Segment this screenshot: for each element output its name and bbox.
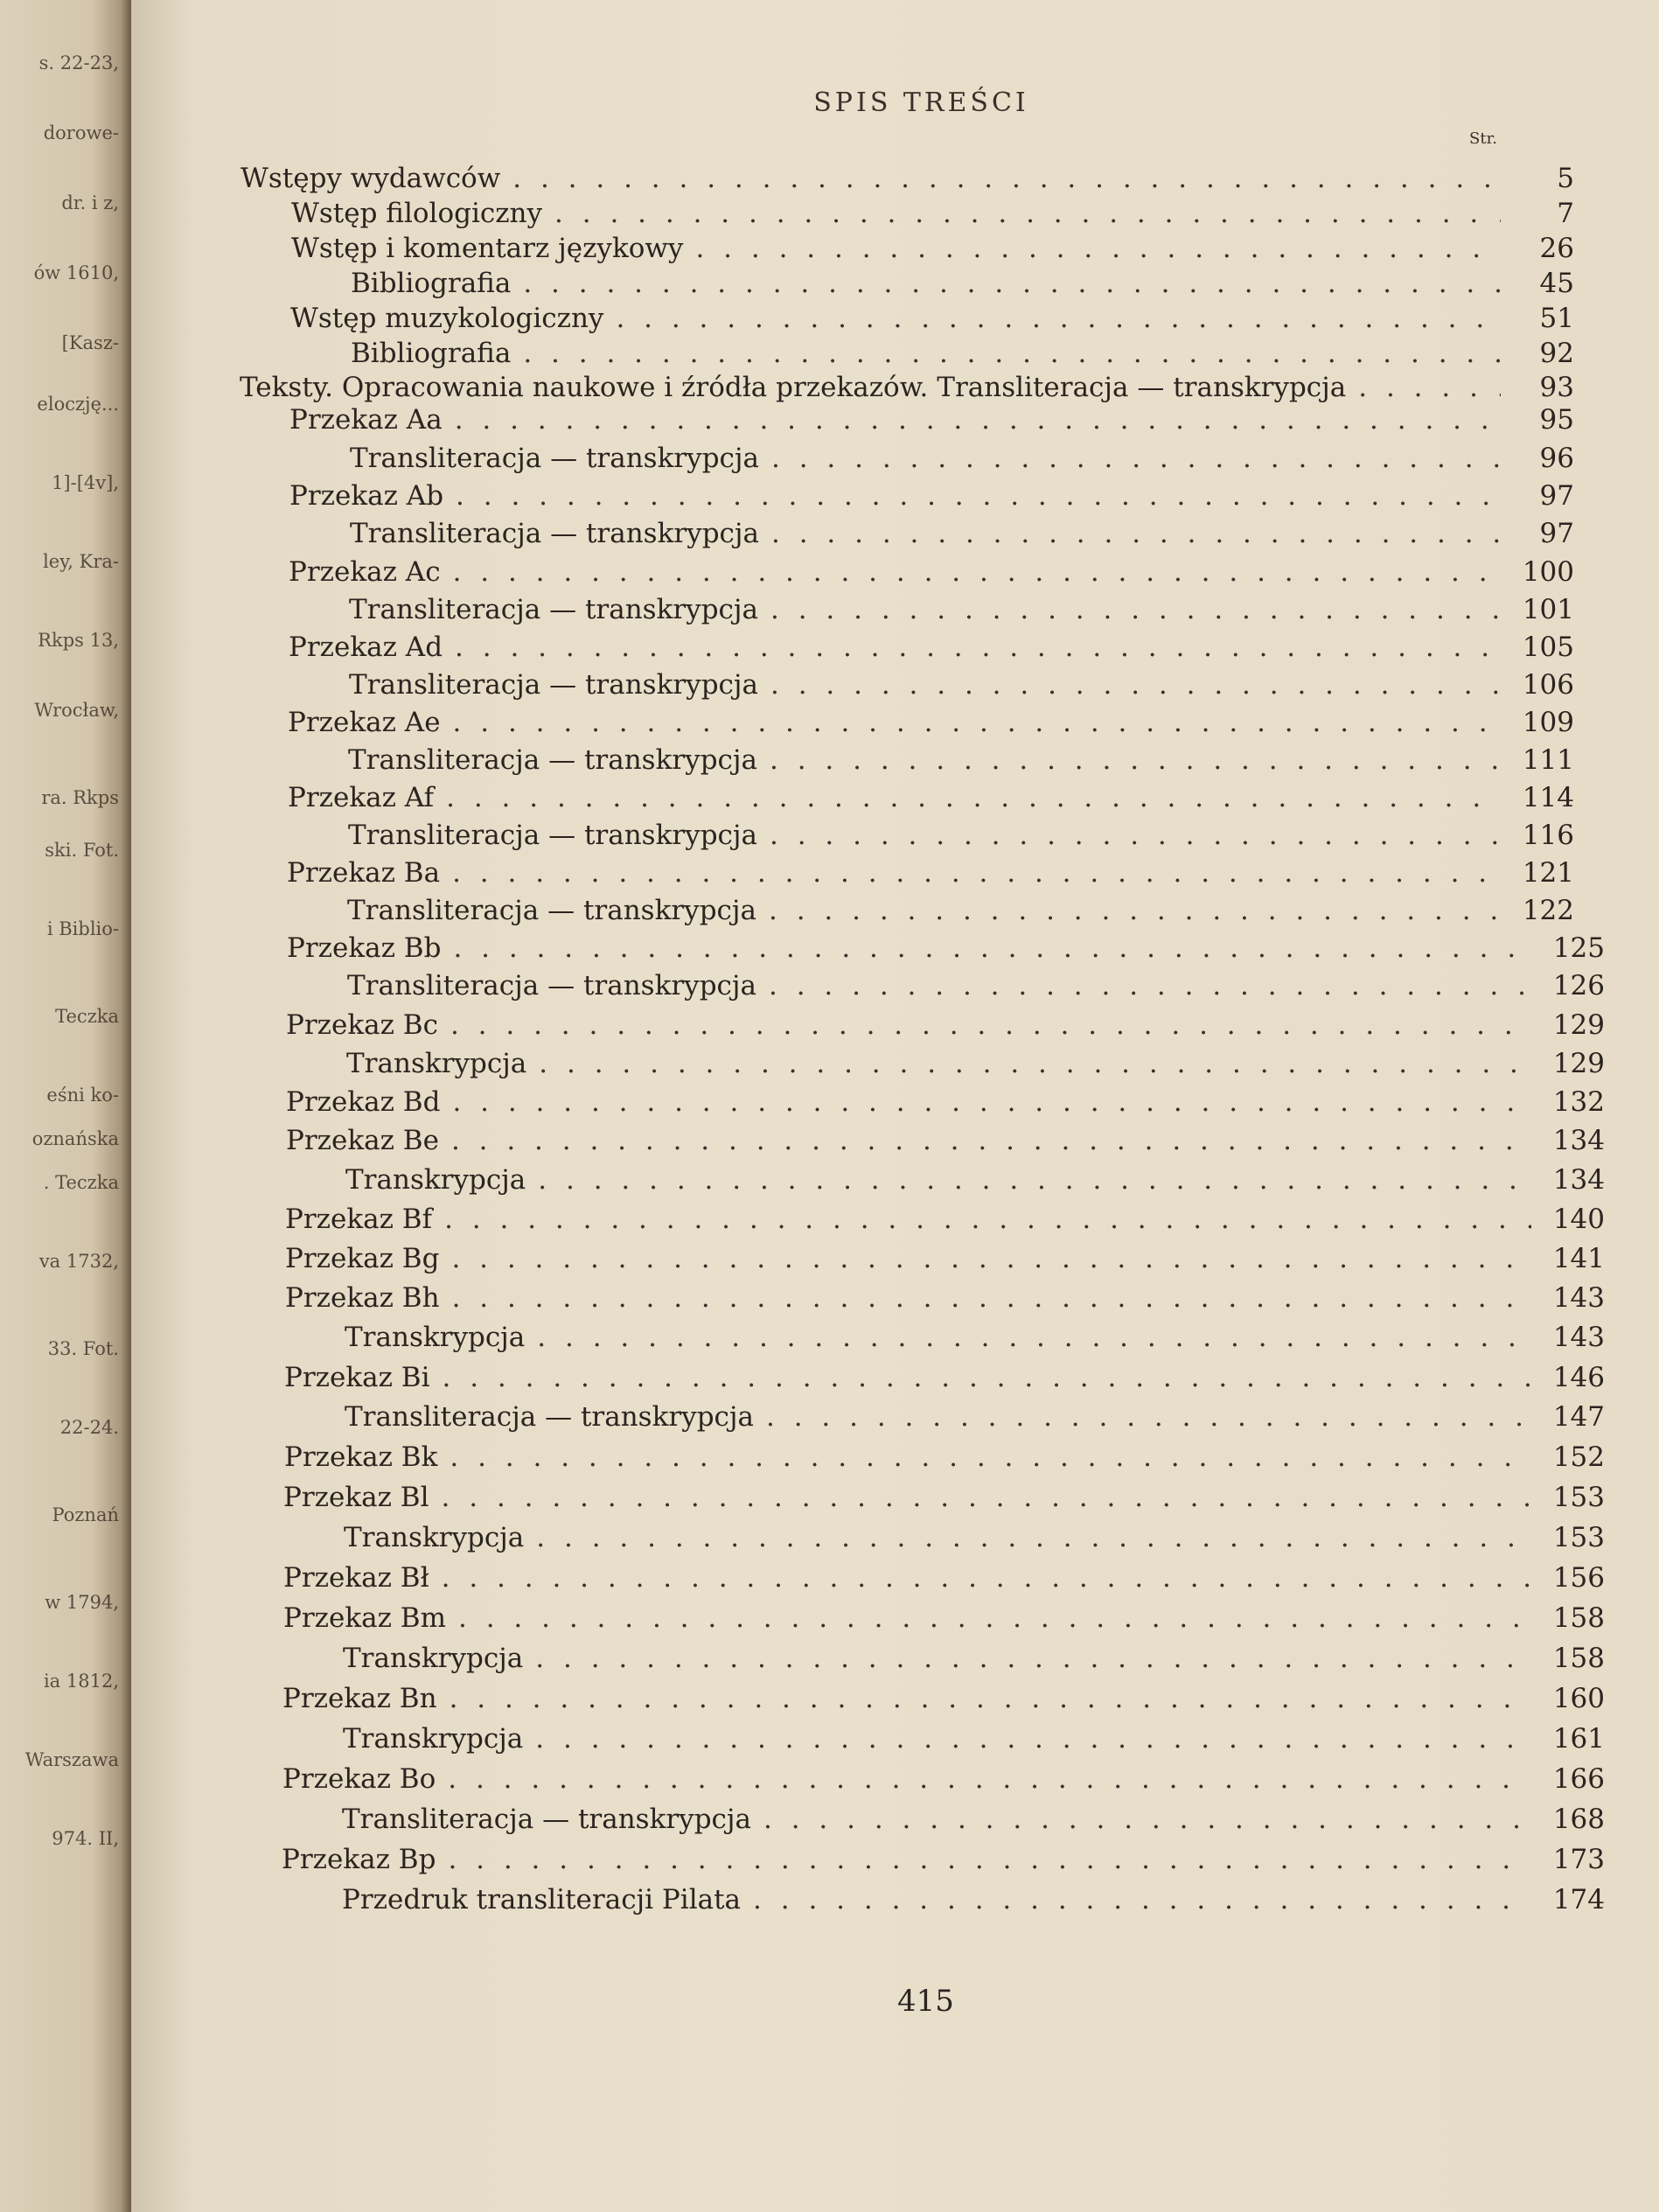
toc-leader-dots	[452, 1282, 1531, 1314]
toc-leader-dots	[452, 857, 1501, 889]
toc-entry-page: 126	[1552, 970, 1605, 1001]
toc-entry-page: 92	[1539, 338, 1574, 369]
toc-entry-page: 143	[1552, 1282, 1605, 1314]
toc-entry-title: Przekaz Be	[286, 1125, 439, 1156]
toc-leader-dots	[458, 1602, 1531, 1634]
toc-leader-dots	[616, 303, 1501, 334]
toc-entry-page: 97	[1539, 480, 1574, 512]
toc-entry-title: Przekaz Bc	[286, 1009, 438, 1041]
toc-entry-title: Transliteracja — transkrypcja	[342, 1804, 751, 1835]
toc-entry	[345, 1164, 1605, 1199]
toc-leader-dots	[455, 404, 1501, 436]
toc-entry-page: 93	[1539, 372, 1574, 403]
toc-leader-dots	[1358, 372, 1501, 403]
page-heading: SPIS TREŚCI	[813, 87, 1029, 118]
toc-entry-page: 96	[1539, 443, 1574, 474]
toc-leader-dots	[771, 443, 1501, 474]
toc-entry-title: Przekaz Bo	[282, 1763, 436, 1795]
toc-entry	[349, 669, 1574, 704]
toc-leader-dots	[456, 480, 1501, 512]
toc-entry	[348, 744, 1574, 779]
toc-entry	[282, 1763, 1605, 1798]
left-page-fragment: Rkps 13,	[38, 630, 119, 651]
toc-leader-dots	[442, 1562, 1531, 1594]
toc-entry	[282, 1844, 1605, 1879]
toc-leader-dots	[538, 1164, 1531, 1196]
toc-leader-dots	[444, 1204, 1531, 1235]
toc-entry-page: 152	[1552, 1441, 1605, 1473]
toc-entry	[347, 895, 1574, 930]
toc-entry	[350, 443, 1574, 478]
toc-entry-title: Przekaz Bn	[282, 1683, 437, 1714]
toc-leader-dots	[535, 1643, 1531, 1674]
toc-entry-title: Przekaz Bf	[285, 1204, 433, 1235]
toc-entry-page: 134	[1552, 1164, 1605, 1196]
left-page-fragment: ów 1610,	[33, 262, 119, 283]
toc-entry	[284, 1362, 1605, 1397]
toc-entry	[286, 1009, 1605, 1044]
page-number: 415	[897, 1984, 954, 2019]
toc-entry-page: 153	[1552, 1482, 1605, 1513]
toc-leader-dots	[770, 820, 1501, 851]
left-page-fragment: 974. II,	[52, 1828, 119, 1849]
left-page-fragment: i Biblio-	[46, 918, 119, 939]
toc-entry-title: Transliteracja — transkrypcja	[348, 820, 757, 851]
toc-entry-page: 111	[1522, 744, 1574, 776]
toc-leader-dots	[766, 1401, 1531, 1433]
toc-leader-dots	[535, 1723, 1531, 1755]
toc-entry-page: 51	[1539, 303, 1574, 334]
left-page-fragment: ski. Fot.	[45, 840, 119, 861]
toc-entry-title: Transkrypcja	[346, 1048, 527, 1079]
toc-entry-title: Przekaz Ae	[288, 707, 441, 738]
toc-entry-title: Przekaz Aa	[289, 404, 443, 436]
toc-entry-title: Przedruk transliteracji Pilata	[342, 1884, 742, 1915]
toc-entry-title: Transliteracja — transkrypcja	[345, 1401, 754, 1433]
toc-entry-title: Przekaz Ac	[289, 556, 441, 588]
toc-entry	[283, 1602, 1605, 1637]
toc-entry-page: 153	[1552, 1522, 1605, 1553]
toc-leader-dots	[523, 268, 1501, 299]
toc-entry	[285, 1204, 1605, 1239]
toc-leader-dots	[451, 1243, 1531, 1274]
toc-entry	[346, 1048, 1605, 1083]
toc-entry-title: Transkrypcja	[343, 1723, 524, 1755]
toc-entry-title: Transkrypcja	[343, 1643, 524, 1674]
toc-entry	[289, 632, 1574, 666]
toc-leader-dots	[554, 198, 1501, 229]
toc-entry	[290, 303, 1574, 338]
toc-entry-title: Przekaz Af	[288, 782, 435, 813]
toc-entry-title: Transliteracja — transkrypcja	[349, 594, 758, 625]
page-column-label: Str.	[1469, 129, 1497, 148]
toc-entry	[283, 1562, 1605, 1597]
toc-entry-title: Przekaz Bd	[286, 1086, 441, 1118]
toc-entry	[285, 1282, 1605, 1317]
toc-leader-dots	[448, 1763, 1531, 1795]
left-page-fragment: dorowe-	[43, 122, 119, 143]
toc-leader-dots	[769, 970, 1531, 1001]
left-page-fragment: eloczję...	[37, 394, 119, 415]
toc-entry-page: 95	[1539, 404, 1574, 436]
toc-leader-dots	[450, 1009, 1531, 1041]
toc-entry-page: 109	[1522, 707, 1574, 738]
toc-entry-page: 161	[1552, 1723, 1605, 1755]
toc-entry	[283, 1482, 1605, 1517]
toc-entry-page: 134	[1552, 1125, 1605, 1156]
toc-leader-dots	[443, 1362, 1531, 1393]
toc-entry-title: Transliteracja — transkrypcja	[350, 443, 759, 474]
toc-leader-dots	[769, 895, 1501, 926]
toc-entry-page: 147	[1552, 1401, 1605, 1433]
toc-entry-page: 140	[1552, 1204, 1605, 1235]
toc-entry-page: 168	[1552, 1804, 1605, 1835]
toc-entry	[350, 518, 1574, 553]
toc-entry	[286, 1086, 1605, 1121]
toc-entry	[343, 1643, 1605, 1678]
toc-entry	[284, 1441, 1605, 1476]
toc-entry-page: 125	[1552, 932, 1605, 964]
toc-entry-page: 105	[1522, 632, 1574, 663]
toc-entry-title: Transkrypcja	[345, 1164, 526, 1196]
toc-leader-dots	[771, 518, 1501, 549]
toc-entry-title: Transliteracja — transkrypcja	[350, 518, 759, 549]
toc-entry-title: Przekaz Bm	[283, 1602, 446, 1634]
toc-entry-page: 158	[1552, 1643, 1605, 1674]
toc-entry-title: Transliteracja — transkrypcja	[347, 970, 756, 1001]
toc-entry-title: Bibliografia	[351, 268, 512, 299]
left-page-fragment: Teczka	[55, 1006, 119, 1027]
toc-entry	[282, 1683, 1605, 1718]
toc-leader-dots	[455, 632, 1501, 663]
toc-leader-dots	[753, 1884, 1531, 1915]
toc-entry-title: Transkrypcja	[345, 1322, 526, 1353]
toc-leader-dots	[453, 556, 1501, 588]
toc-entry	[351, 268, 1574, 303]
toc-entry	[289, 480, 1574, 515]
left-page-fragment: Poznań	[52, 1504, 119, 1525]
toc-entry-page: 116	[1522, 820, 1574, 851]
toc-entry-page: 129	[1552, 1009, 1605, 1041]
left-page-fragment: oznańska	[31, 1128, 119, 1149]
toc-leader-dots	[539, 1048, 1531, 1079]
toc-entry-page: 45	[1539, 268, 1574, 299]
left-page-edge	[0, 0, 131, 2212]
toc-entry-page: 156	[1552, 1562, 1605, 1594]
toc-entry	[343, 1723, 1605, 1758]
toc-entry	[288, 782, 1574, 817]
toc-entry	[288, 707, 1574, 742]
toc-entry-title: Przekaz Ab	[289, 480, 444, 512]
toc-entry-page: 166	[1552, 1763, 1605, 1795]
left-page-fragment: ley, Kra-	[43, 551, 119, 572]
toc-entry-page: 100	[1522, 556, 1574, 588]
toc-entry-title: Przekaz Bi	[284, 1362, 430, 1393]
left-page-fragment: Wrocław,	[34, 700, 119, 721]
toc-leader-dots	[770, 669, 1501, 701]
toc-entry-title: Przekaz Bk	[284, 1441, 438, 1473]
toc-entry-title: Przekaz Bp	[282, 1844, 436, 1875]
left-page-fragment: s. 22-23,	[38, 52, 119, 73]
left-page-fragment: eśni ko-	[46, 1085, 119, 1106]
toc-entry	[348, 820, 1574, 855]
toc-leader-dots	[450, 1441, 1531, 1473]
toc-leader-dots	[446, 782, 1501, 813]
toc-entry-title: Przekaz Bl	[283, 1482, 429, 1513]
toc-leader-dots	[537, 1322, 1531, 1353]
toc-entry	[240, 163, 1574, 198]
toc-entry-page: 5	[1557, 163, 1574, 194]
toc-entry-title: Wstęp i komentarz językowy	[291, 233, 684, 264]
toc-entry-title: Przekaz Bh	[285, 1282, 440, 1314]
toc-entry-page: 141	[1552, 1243, 1605, 1274]
left-page-fragment: dr. i z,	[61, 192, 119, 213]
toc-entry-page: 173	[1552, 1844, 1605, 1875]
toc-leader-dots	[453, 707, 1501, 738]
toc-entry-page: 97	[1539, 518, 1574, 549]
toc-leader-dots	[770, 744, 1501, 776]
toc-leader-dots	[450, 1683, 1531, 1714]
toc-entry-title: Teksty. Opracowania naukowe i źródła przekazów. Transliteracja — transkrypcja	[240, 372, 1347, 403]
toc-entry	[287, 857, 1574, 892]
toc-entry-title: Przekaz Bł	[283, 1562, 429, 1594]
toc-entry	[240, 372, 1574, 407]
toc-entry	[286, 1125, 1605, 1160]
toc-entry-title: Przekaz Ad	[289, 632, 443, 663]
toc-leader-dots	[451, 1125, 1531, 1156]
toc-entry-page: 129	[1552, 1048, 1605, 1079]
toc-entry	[351, 338, 1574, 373]
toc-entry	[345, 1322, 1605, 1357]
toc-leader-dots	[695, 233, 1501, 264]
left-page-fragment: ia 1812,	[43, 1671, 119, 1692]
toc-entry-page: 101	[1522, 594, 1574, 625]
toc-leader-dots	[536, 1522, 1531, 1553]
toc-entry-title: Wstęp muzykologiczny	[290, 303, 604, 334]
left-page-fragment: ra. Rkps	[41, 787, 119, 808]
toc-entry-title: Przekaz Bb	[287, 932, 442, 964]
toc-entry-title: Wstęp filologiczny	[291, 198, 543, 229]
toc-entry-page: 26	[1539, 233, 1574, 264]
toc-entry-page: 146	[1552, 1362, 1605, 1393]
toc-entry-title: Transkrypcja	[344, 1522, 525, 1553]
toc-entry-title: Bibliografia	[351, 338, 512, 369]
toc-entry	[289, 404, 1574, 439]
toc-entry-title: Transliteracja — transkrypcja	[348, 744, 757, 776]
left-page-fragment: 33. Fot.	[47, 1338, 119, 1359]
toc-entry-page: 121	[1522, 857, 1574, 889]
toc-leader-dots	[442, 1482, 1531, 1513]
toc-entry	[291, 233, 1574, 268]
toc-entry-title: Transliteracja — transkrypcja	[349, 669, 758, 701]
toc-entry	[347, 970, 1605, 1005]
toc-entry-page: 174	[1552, 1884, 1605, 1915]
toc-leader-dots	[452, 1086, 1531, 1118]
toc-leader-dots	[512, 163, 1501, 194]
toc-entry-page: 158	[1552, 1602, 1605, 1634]
left-page-fragment: 1]-[4v],	[52, 472, 119, 493]
toc-entry-title: Wstępy wydawców	[240, 163, 501, 194]
toc-entry	[291, 198, 1574, 233]
toc-entry-page: 106	[1522, 669, 1574, 701]
left-page-fragment: w 1794,	[45, 1592, 119, 1613]
toc-entry	[342, 1804, 1605, 1839]
left-page-fragment: va 1732,	[38, 1251, 119, 1272]
toc-entry-page: 7	[1557, 198, 1574, 229]
toc-entry	[345, 1401, 1605, 1436]
toc-leader-dots	[523, 338, 1501, 369]
toc-entry-page: 122	[1522, 895, 1574, 926]
toc-entry	[287, 932, 1605, 967]
toc-leader-dots	[453, 932, 1531, 964]
toc-entry-page: 143	[1552, 1322, 1605, 1353]
left-page-fragment: [Kasz-	[61, 332, 119, 353]
toc-entry-title: Przekaz Bg	[285, 1243, 440, 1274]
toc-entry	[342, 1884, 1605, 1919]
toc-leader-dots	[448, 1844, 1531, 1875]
left-page-fragment: 22-24.	[59, 1417, 119, 1438]
toc-list	[131, 0, 1659, 2212]
toc-entry-title: Transliteracja — transkrypcja	[347, 895, 756, 926]
toc-entry	[285, 1243, 1605, 1278]
toc-entry-page: 132	[1552, 1086, 1605, 1118]
toc-entry-page: 114	[1522, 782, 1574, 813]
toc-leader-dots	[770, 594, 1501, 625]
toc-leader-dots	[763, 1804, 1531, 1835]
toc-entry-page: 160	[1552, 1683, 1605, 1714]
left-page-fragment: . Teczka	[43, 1172, 119, 1193]
toc-entry-title: Przekaz Ba	[287, 857, 441, 889]
toc-page	[131, 0, 1659, 2212]
toc-entry	[344, 1522, 1605, 1557]
toc-entry	[349, 594, 1574, 629]
left-page-fragment: Warszawa	[24, 1749, 119, 1770]
toc-entry	[289, 556, 1574, 591]
